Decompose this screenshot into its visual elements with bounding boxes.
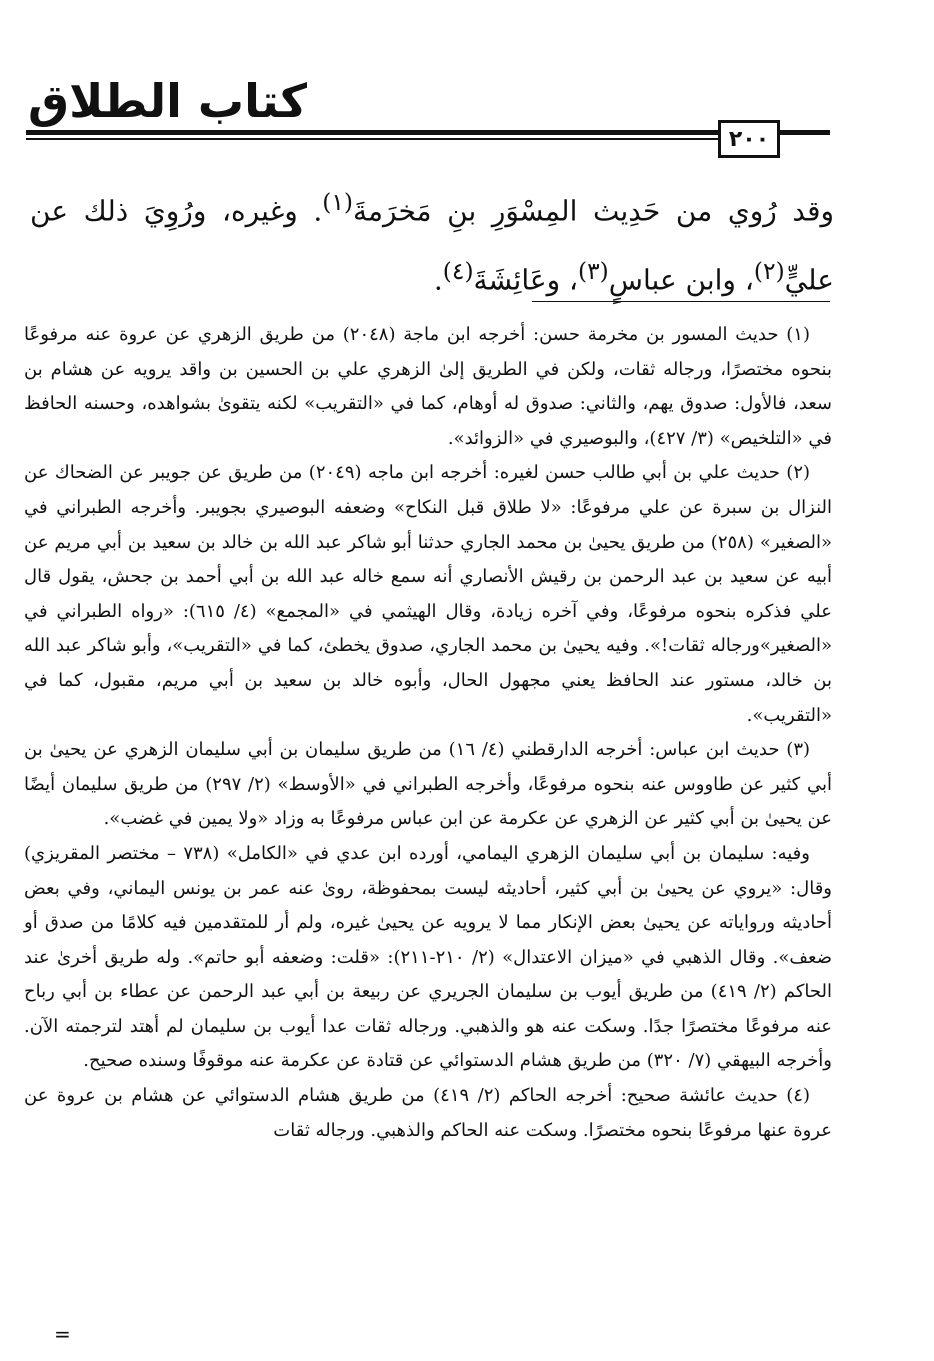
main-text bbox=[30, 172, 834, 311]
footnote-ref-1[interactable]: (١) bbox=[322, 188, 354, 216]
continuation-mark: = bbox=[54, 1322, 71, 1346]
page-number: ٢٠٠ bbox=[718, 120, 780, 158]
header-rule-thin bbox=[26, 138, 720, 140]
book-title: كتاب الطلاق bbox=[28, 74, 307, 128]
footnote-separator bbox=[532, 301, 830, 302]
footnote-1: (١) حديث المسور بن مخرمة حسن: أخرجه ابن ماجة (٢٠٤٨) من طريق الزهري عن عروة عنه مرفوعًا بنحوه مختصرًا، ورجاله ثقات، ولكن في الطريق إلىٰ الزهري علي بن الحسين بن واقد يرويه عن هشام بن سعد، فالأول: صدوق يهم، والثاني: صدوق له أوهام، كما في «التقريب» لكنه يتقوىٰ بشواهده، وحسنه الحافظ في «التلخيص» (٣/ ٤٢٧)، والبوصيري في «الزوائد». bbox=[24, 324, 832, 449]
footnote-3-continuation: وفيه: سليمان بن أبي سليمان الزهري اليمامي، أورده ابن عدي في «الكامل» (٧٣٨ – مختصر المقريزي) وقال: «يروي عن يحيىٰ بن أبي كثير، أحاديثه ليست بمحفوظة، روىٰ عنه عمر بن يونس اليماني، وفي بعض أحاديثه ورواياته عن يحيىٰ بعض الإنكار مما لا يرويه عن يحيىٰ غيره، ولم أر للمتقدمين فيه كلامًا من صدق أو ضعف». وقال الذهبي في «ميزان الاعتدال» (٢/ ٢١٠-٢١١): «قلت: وضعفه أبو حاتم». وله طريق أخرىٰ عند الحاكم (٢/ ٤١٩) من طريق أيوب بن سليمان الجريري عن ربيعة بن أبي عبد الرحمن عن عطاء بن أبي رباح عنه مرفوعًا مختصرًا جدًا. وسكت عنه هو والذهبي. ورجاله ثقات عدا أيوب بن سليمان لم أهتد لترجمته الآن. وأخرجه البيهقي (٧/ ٣٢٠) من طريق هشام الدستوائي عن قتادة عن عكرمة عنه موقوفًا وسنده صحيح. bbox=[24, 842, 832, 1072]
footnote-ref-4[interactable]: (٤) bbox=[442, 257, 474, 286]
header-rule bbox=[26, 130, 720, 135]
main-text-segment: . bbox=[433, 263, 443, 297]
main-text-segment: وقد رُوي من حَدِيث المِسْوَرِ بنِ مَخرَمةَ bbox=[353, 194, 835, 228]
main-text-segment: . وغيره، ورُوِيَ ذلك عن عليٍّ bbox=[30, 194, 834, 297]
header-rule-right bbox=[780, 130, 830, 135]
footnote-ref-2[interactable]: (٢) bbox=[753, 257, 785, 286]
footnote-4: (٤) حديث عائشة صحيح: أخرجه الحاكم (٢/ ٤١٩) من طريق هشام الدستوائي عن هشام بن عروة عن عروة عنها مرفوعًا بنحوه مختصرًا. وسكت عنه الحاكم والذهبي. ورجاله ثقات bbox=[24, 1085, 832, 1141]
footnotes bbox=[24, 318, 832, 1148]
main-text-segment: ، bbox=[744, 263, 754, 297]
main-text-segment: ، وعَائِشَةَ bbox=[473, 263, 579, 297]
main-text-paragraph bbox=[30, 172, 834, 311]
main-text-segment: وابن عباسٍ bbox=[608, 263, 736, 297]
footnote-ref-3[interactable]: (٣) bbox=[578, 257, 609, 286]
footnote-3: (٣) حديث ابن عباس: أخرجه الدارقطني (٤/ ١٦) من طريق سليمان بن أبي سليمان الزهري عن يحيىٰ بن أبي كثير عن طاووس عنه بنحوه مرفوعًا، وأخرجه الطبراني في «الأوسط» (٢/ ٢٩٧) من طريق سليمان أيضًا عن يحيىٰ بن أبي كثير عن الزهري عن عكرمة عن ابن عباس مرفوعًا به وزاد «ولا يمين في غضب». bbox=[24, 739, 832, 830]
footnote-2: (٢) حديث علي بن أبي طالب حسن لغيره: أخرجه ابن ماجه (٢٠٤٩) من طريق عن جويبر عن الضحاك عن النزال بن سبرة عن علي مرفوعًا: «لا طلاق قبل النكاح» وضعفه البوصيري بجويبر. وأخرجه الطبراني في «الصغير» (٢٥٨) من طريق يحيىٰ بن محمد الجاري حدثنا أبو شاكر عبد الله بن خالد بن سعيد بن أبي مريم عن أبيه عن سعيد بن عبد الرحمن بن رقيش الأنصاري أنه سمع خاله عبد الله بن أبي أحمد بن جحش، يقول قال علي فذكره بنحوه مرفوعًا، وفي آخره زيادة، وقال الهيثمي في «المجمع» (٤/ ٦١٥): «رواه الطبراني في «الصغير»ورجاله ثقات!». وفيه يحيىٰ بن محمد الجاري، صدوق يخطئ، كما في «التقريب»، وأبو شاكر عبد الله بن خالد، مستور عند الحافظ يعني مجهول الحال، وأبوه خالد بن سعيد بن أبي مريم، مقبول، كما في «التقريب». bbox=[24, 462, 832, 726]
